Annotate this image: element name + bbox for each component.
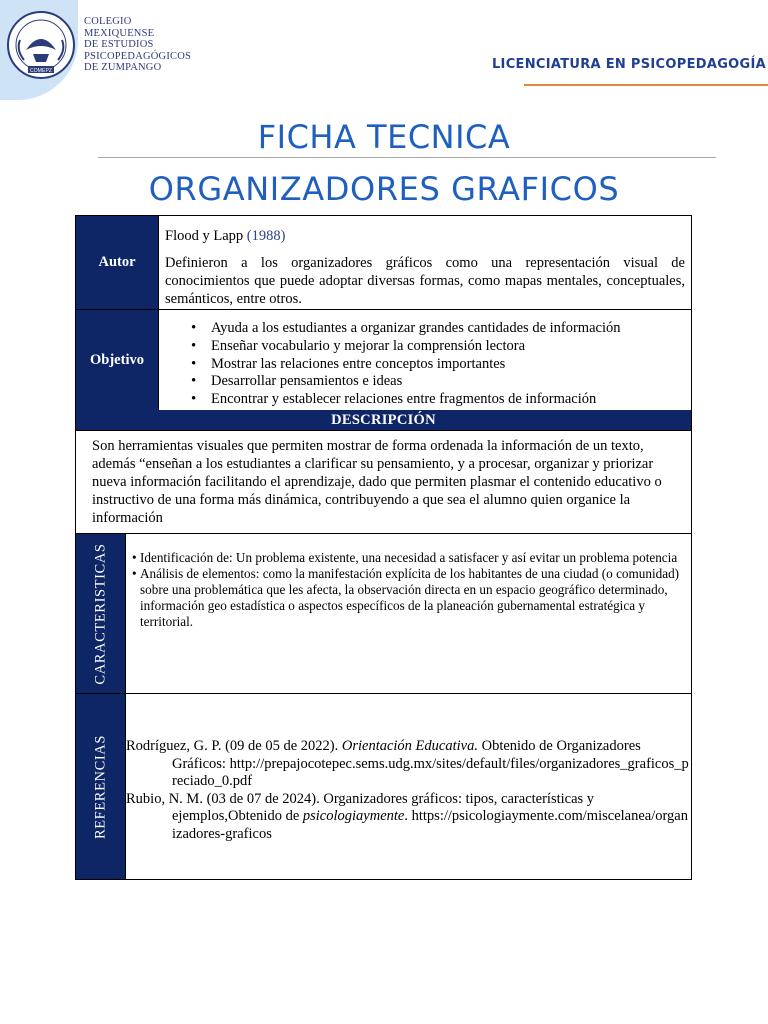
caracteristicas-label — [76, 534, 125, 693]
school-name-line: PSICOPEDAGÓGICOS — [84, 50, 192, 62]
autor-citation — [165, 227, 685, 245]
school-name-line: DE ZUMPANGO — [84, 62, 162, 74]
referencias-row — [76, 694, 691, 879]
list-item: • Encontrar y establecer relaciones entre fragmentos de información — [191, 391, 685, 409]
objetivo-row — [76, 310, 691, 410]
autor-label: Autor — [76, 216, 158, 309]
reference-url[interactable]: http://prepajocotepec.sems.udg.mx/sites/default/files/organizadores_graficos_preciado_0.pdf — [172, 755, 689, 790]
autor-definition: Definieron a los organizadores gráficos como una representación visual de conocimientos que puede adoptar diversas formas, como mapas mentales, conceptuales, semánticos, entre otros. — [165, 255, 685, 307]
objetivo-label: Objetivo — [76, 310, 158, 410]
list-item: • Desarrollar pensamientos e ideas — [191, 373, 685, 391]
reference-text: . — [404, 808, 412, 825]
referencias-label-text: REFERENCIAS — [92, 734, 108, 839]
document-title: FICHA TECNICA — [257, 118, 511, 156]
list-item: • Ayuda a los estudiantes a organizar grandes cantidades de información — [191, 320, 685, 338]
reference-title: psicologiaymente — [302, 808, 405, 825]
autor-content — [158, 216, 691, 309]
objetivo-list — [165, 320, 685, 409]
reference-text: Rubio, N. M. (03 de 07 de 2024). Organizadores gráficos: tipos, características y ejemplos,Obtenido de — [126, 790, 595, 825]
autor-name: Flood y Lapp — [165, 228, 247, 244]
school-name-line: COLEGIO — [84, 16, 132, 27]
descripcion-header: DESCRIPCIÓN — [76, 410, 691, 431]
header-accent-rule — [524, 84, 768, 86]
autor-year: (1988) — [246, 228, 286, 244]
referencias-content — [125, 694, 691, 879]
caracteristicas-row — [76, 534, 691, 694]
title-divider — [98, 157, 716, 158]
school-name — [84, 16, 204, 74]
list-item: • Enseñar vocabulario y mejorar la comprensión lectora — [191, 338, 685, 356]
document-subtitle: ORGANIZADORES GRAFICOS — [148, 170, 620, 208]
school-name-line: MEXIQUENSE — [84, 27, 155, 39]
reference-entry — [126, 791, 691, 844]
autor-row — [76, 216, 691, 310]
reference-entry — [126, 738, 691, 791]
list-item: • Identificación de: Un problema existente, una necesidad a satisfacer y así evitar un problema potencia — [132, 550, 689, 566]
reference-text: Rodríguez, G. P. (09 de 05 de 2022). — [126, 738, 342, 754]
reference-text: Obtenido de Organizadores Gráficos: — [172, 738, 641, 772]
reference-title: Orientación Educativa. — [341, 738, 478, 754]
objetivo-content — [158, 310, 691, 410]
caracteristicas-content — [125, 534, 691, 693]
school-seal-logo — [6, 10, 76, 80]
svg-text:COMEPZ: COMEPZ — [29, 68, 53, 74]
technical-sheet-table — [75, 215, 692, 880]
list-item: • Mostrar las relaciones entre conceptos importantes — [191, 356, 685, 374]
reference-url[interactable]: https://psicologiaymente.com/miscelanea/organizadores-graficos — [172, 808, 688, 842]
descripcion-text: Son herramientas visuales que permiten mostrar de forma ordenada la información de un texto, además “enseñan a los estudiantes a clarificar su pensamiento, y a procesar, organizar y priorizar nueva información facilitando el aprendizaje, dado que permiten plasmar el contenido educativo o instructivo de una forma más dinámica, contribuyendo a que sea el alumno quien organice la información — [76, 431, 691, 534]
list-item: • Análisis de elementos: como la manifestación explícita de los habitantes de una ciudad (o comunidad) sobre una problemática que les afecta, la observación directa en un espacio geográfico determinado, información geo estadística o aspectos específicos de la planeación gubernamental estratégica y territorial. — [132, 566, 689, 630]
caracteristicas-label-text: CARACTERISTICAS — [92, 542, 108, 685]
referencias-label — [76, 694, 125, 879]
program-title: LICENCIATURA EN PSICOPEDAGOGÍA — [491, 57, 766, 72]
school-name-line: DE ESTUDIOS — [84, 39, 154, 51]
